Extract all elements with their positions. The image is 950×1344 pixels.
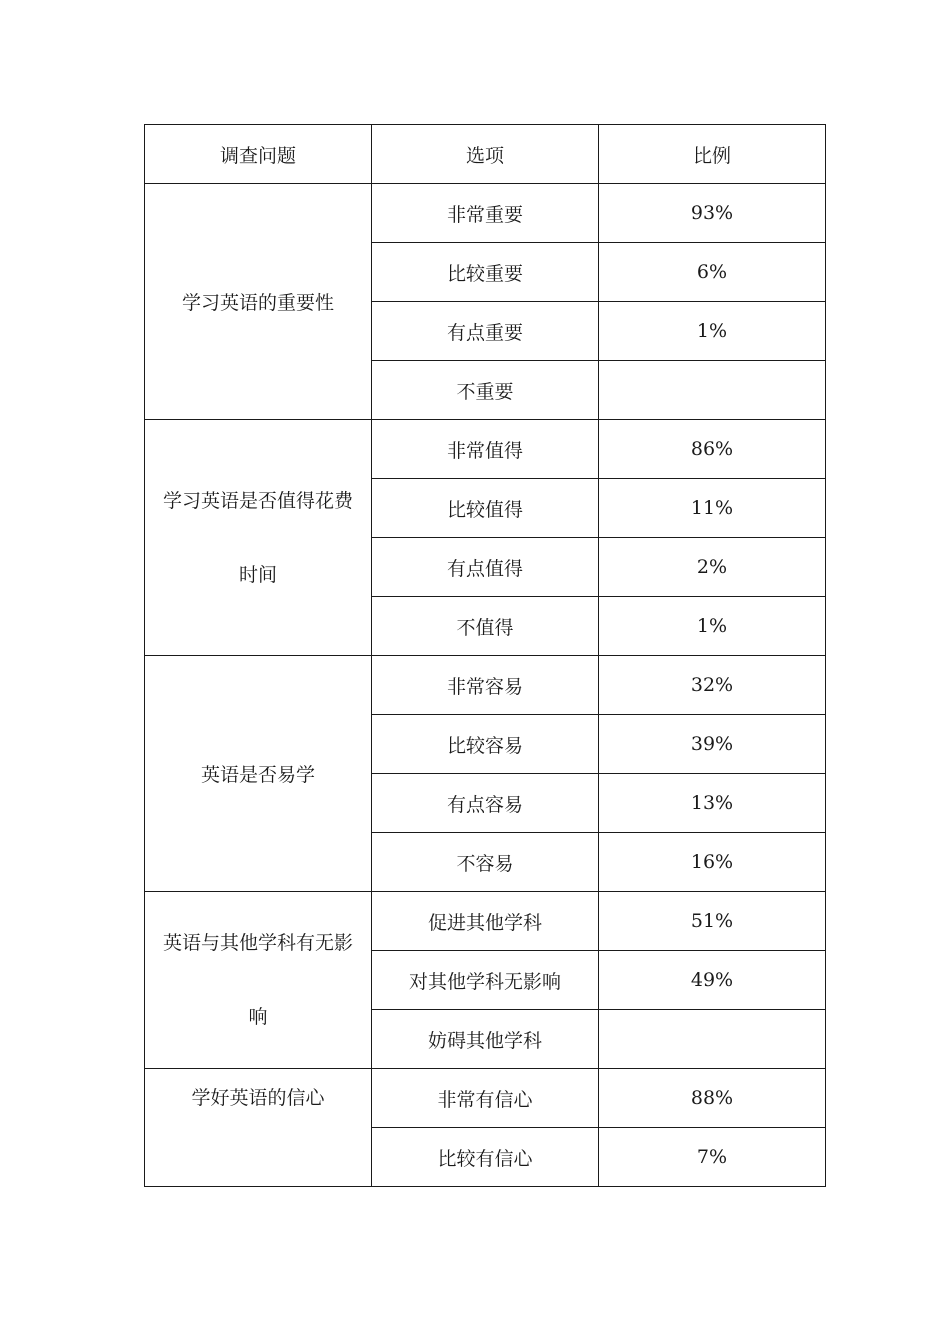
table-row [145,184,826,243]
option-cell: 不值得 [372,597,599,656]
option-cell: 不重要 [372,361,599,420]
question-cell [145,1069,372,1187]
ratio-cell: 13% [599,774,826,833]
ratio-cell: 16% [599,833,826,892]
option-cell: 非常有信心 [372,1069,599,1128]
question-cell [145,184,372,420]
question-cell [145,656,372,892]
option-cell: 非常值得 [372,420,599,479]
question-text: 学习英语的重要性 [181,292,334,314]
header-ratio: 比例 [599,125,826,184]
table-row [145,420,826,479]
ratio-cell: 7% [599,1128,826,1187]
ratio-cell: 2% [599,538,826,597]
option-cell: 有点值得 [372,538,599,597]
question-text: 学好英语的信心 [191,1087,325,1109]
table-row [145,656,826,715]
ratio-cell: 51% [599,892,826,951]
header-option: 选项 [372,125,599,184]
option-cell: 比较容易 [372,715,599,774]
option-cell: 对其他学科无影响 [372,951,599,1010]
header-question: 调查问题 [145,125,372,184]
ratio-cell: 1% [599,302,826,361]
option-cell: 促进其他学科 [372,892,599,951]
option-cell: 比较值得 [372,479,599,538]
option-cell: 妨碍其他学科 [372,1010,599,1069]
question-text: 英语与其他学科有无影响 [162,932,353,1028]
ratio-cell: 49% [599,951,826,1010]
option-cell: 非常重要 [372,184,599,243]
table-row [145,892,826,951]
question-text: 英语是否易学 [200,764,315,786]
header-row [145,125,826,184]
ratio-cell: 86% [599,420,826,479]
option-cell: 不容易 [372,833,599,892]
ratio-cell: 88% [599,1069,826,1128]
question-cell [145,420,372,656]
ratio-cell: 11% [599,479,826,538]
question-cell [145,892,372,1069]
ratio-cell: 1% [599,597,826,656]
option-cell: 比较有信心 [372,1128,599,1187]
ratio-cell: 39% [599,715,826,774]
option-cell: 非常容易 [372,656,599,715]
ratio-cell [599,361,826,420]
ratio-cell: 32% [599,656,826,715]
question-text: 学习英语是否值得花费时间 [162,489,353,586]
ratio-cell [599,1010,826,1069]
option-cell: 有点容易 [372,774,599,833]
ratio-cell: 6% [599,243,826,302]
table-row [145,1069,826,1128]
survey-table [144,124,826,1187]
option-cell: 比较重要 [372,243,599,302]
ratio-cell: 93% [599,184,826,243]
option-cell: 有点重要 [372,302,599,361]
